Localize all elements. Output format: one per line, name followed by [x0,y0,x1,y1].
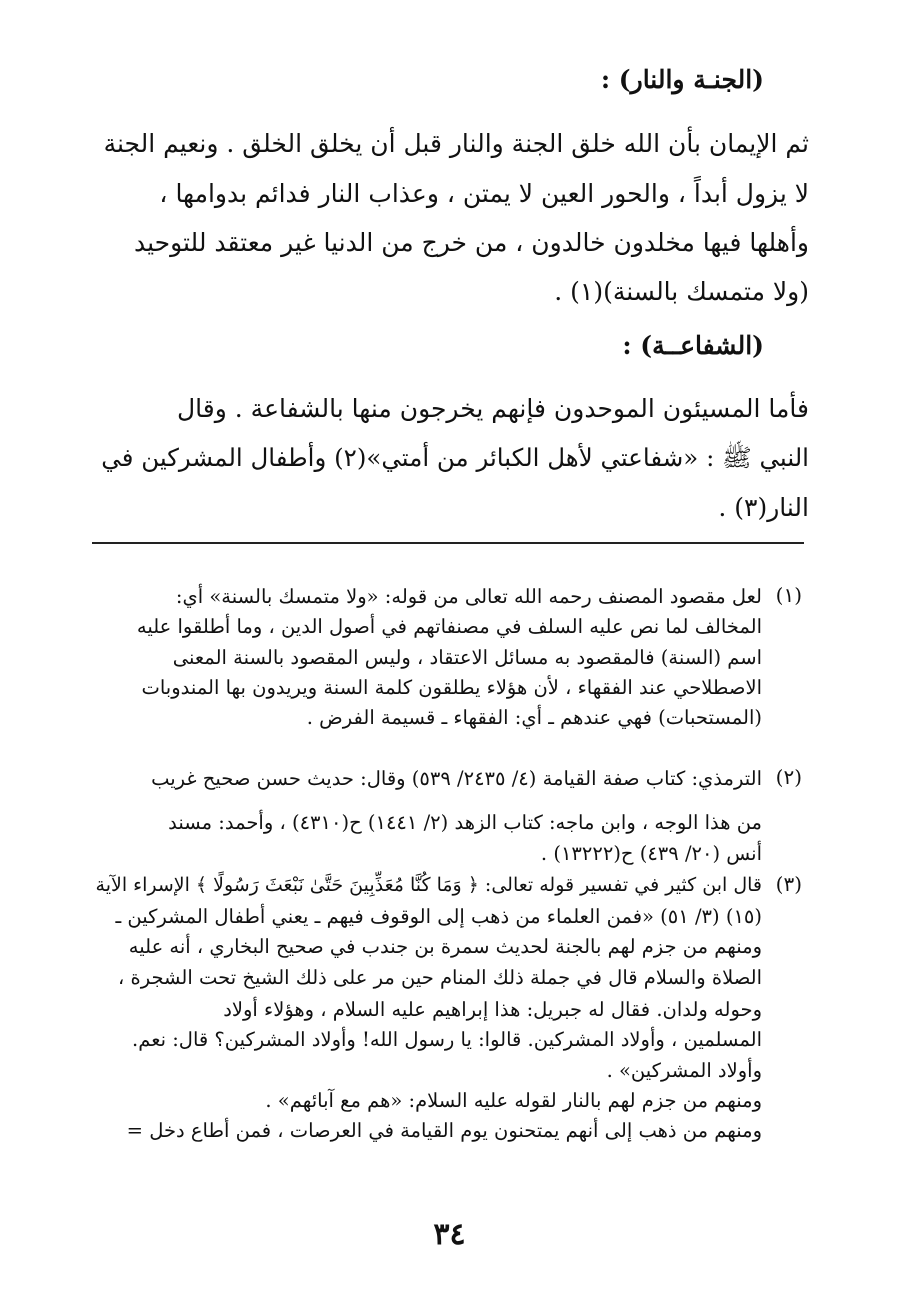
footnote-line: الاصطلاحي عند الفقهاء ، لأن هؤلاء يطلقون كلمة السنة ويريدون بها المندوبات [141,676,762,699]
paragraph-line: النبي ﷺ : «شفاعتي لأهل الكبائر من أمتي»(٢) وأطفال المشركين في [101,443,809,472]
footnote-line: ومنهم من جزم لهم بالجنة لحديث سمرة بن جندب في صحيح البخاري ، أنه عليه [128,935,762,958]
footnote-line: لعل مقصود المصنف رحمه الله تعالى من قوله: «ولا متمسك بالسنة» أي: [175,585,762,608]
paragraph-line: وأهلها فيها مخلدون خالدون ، من خرج من الدنيا غير معتقد للتوحيد [133,228,809,257]
footnote-marker: (١) [775,583,802,607]
footnote-line: (١٥) (٣/ ٥١) «فمن العلماء من ذهب إلى الوقوف فيهم ـ يعني أطفال المشركين ـ [115,905,762,928]
footnote-marker: (٣) [775,872,802,896]
footnote-line: الترمذي: كتاب صفة القيامة (٤/ ٢٤٣٥/ ٥٣٩) وقال: حديث حسن صحيح غريب [151,767,762,790]
footnote-line: المسلمين ، وأولاد المشركين. قالوا: يا رسول الله! وأولاد المشركين؟ قال: نعم. [132,1028,762,1051]
footnote-line: وأولاد المشركين» . [606,1059,762,1082]
footnote-line: وحوله ولدان. فقال له جبريل: هذا إبراهيم عليه السلام ، وهؤلاء أولاد [223,998,762,1021]
page-number: ٣٤ [433,1217,466,1252]
paragraph-line: لا يزول أبداً ، والحور العين لا يمتن ، وعذاب النار فدائم بدوامها ، [159,179,809,208]
footnote-separator [92,542,804,544]
footnote-line: من هذا الوجه ، وابن ماجه: كتاب الزهد (٢/ ١٤٤١) ح(٤٣١٠) ، وأحمد: مسند [168,811,762,834]
section-heading-paradise-fire: (الجنـة والنار) : [600,65,764,94]
paragraph-line: ثم الإيمان بأن الله خلق الجنة والنار قبل أن يخلق الخلق . ونعيم الجنة [103,129,809,158]
footnote-line: أنس (٢٠/ ٤٣٩) ح(١٣٢٢٢) . [540,842,762,865]
footnote-line: قال ابن كثير في تفسير قوله تعالى: ﴿ وَمَا كُنَّا مُعَذِّبِينَ حَتَّىٰ نَبْعَثَ رَسُولًا ﴾ الإسراء الآية [95,874,762,896]
paragraph-line: النار(٣) . [718,493,809,522]
footnote-line: الصلاة والسلام قال في جملة ذلك المنام حين مر على ذلك الشيخ تحت الشجرة ، [117,966,762,989]
paragraph-line: (ولا متمسك بالسنة)(١) . [554,277,809,306]
footnote-line: ومنهم من ذهب إلى أنهم يمتحنون يوم القيامة في العرصات ، فمن أطاع دخل = [126,1119,762,1142]
footnote-marker: (٢) [775,765,802,789]
footnote-line: المخالف لما نص عليه السلف في مصنفاتهم في أصول الدين ، وما أطلقوا عليه [136,615,762,638]
footnote-line: (المستحبات) فهي عندهم ـ أي: الفقهاء ـ قسيمة الفرض . [306,706,762,729]
footnote-line: ومنهم من جزم لهم بالنار لقوله عليه السلام: «هم مع آبائهم» . [265,1089,762,1112]
paragraph-line: فأما المسيئون الموحدون فإنهم يخرجون منها بالشفاعة . وقال [177,394,809,423]
footnote-line: اسم (السنة) فالمقصود به مسائل الاعتقاد ، وليس المقصود بالسنة المعنى [172,646,762,669]
section-heading-intercession: (الشفاعــة) : [622,331,764,360]
